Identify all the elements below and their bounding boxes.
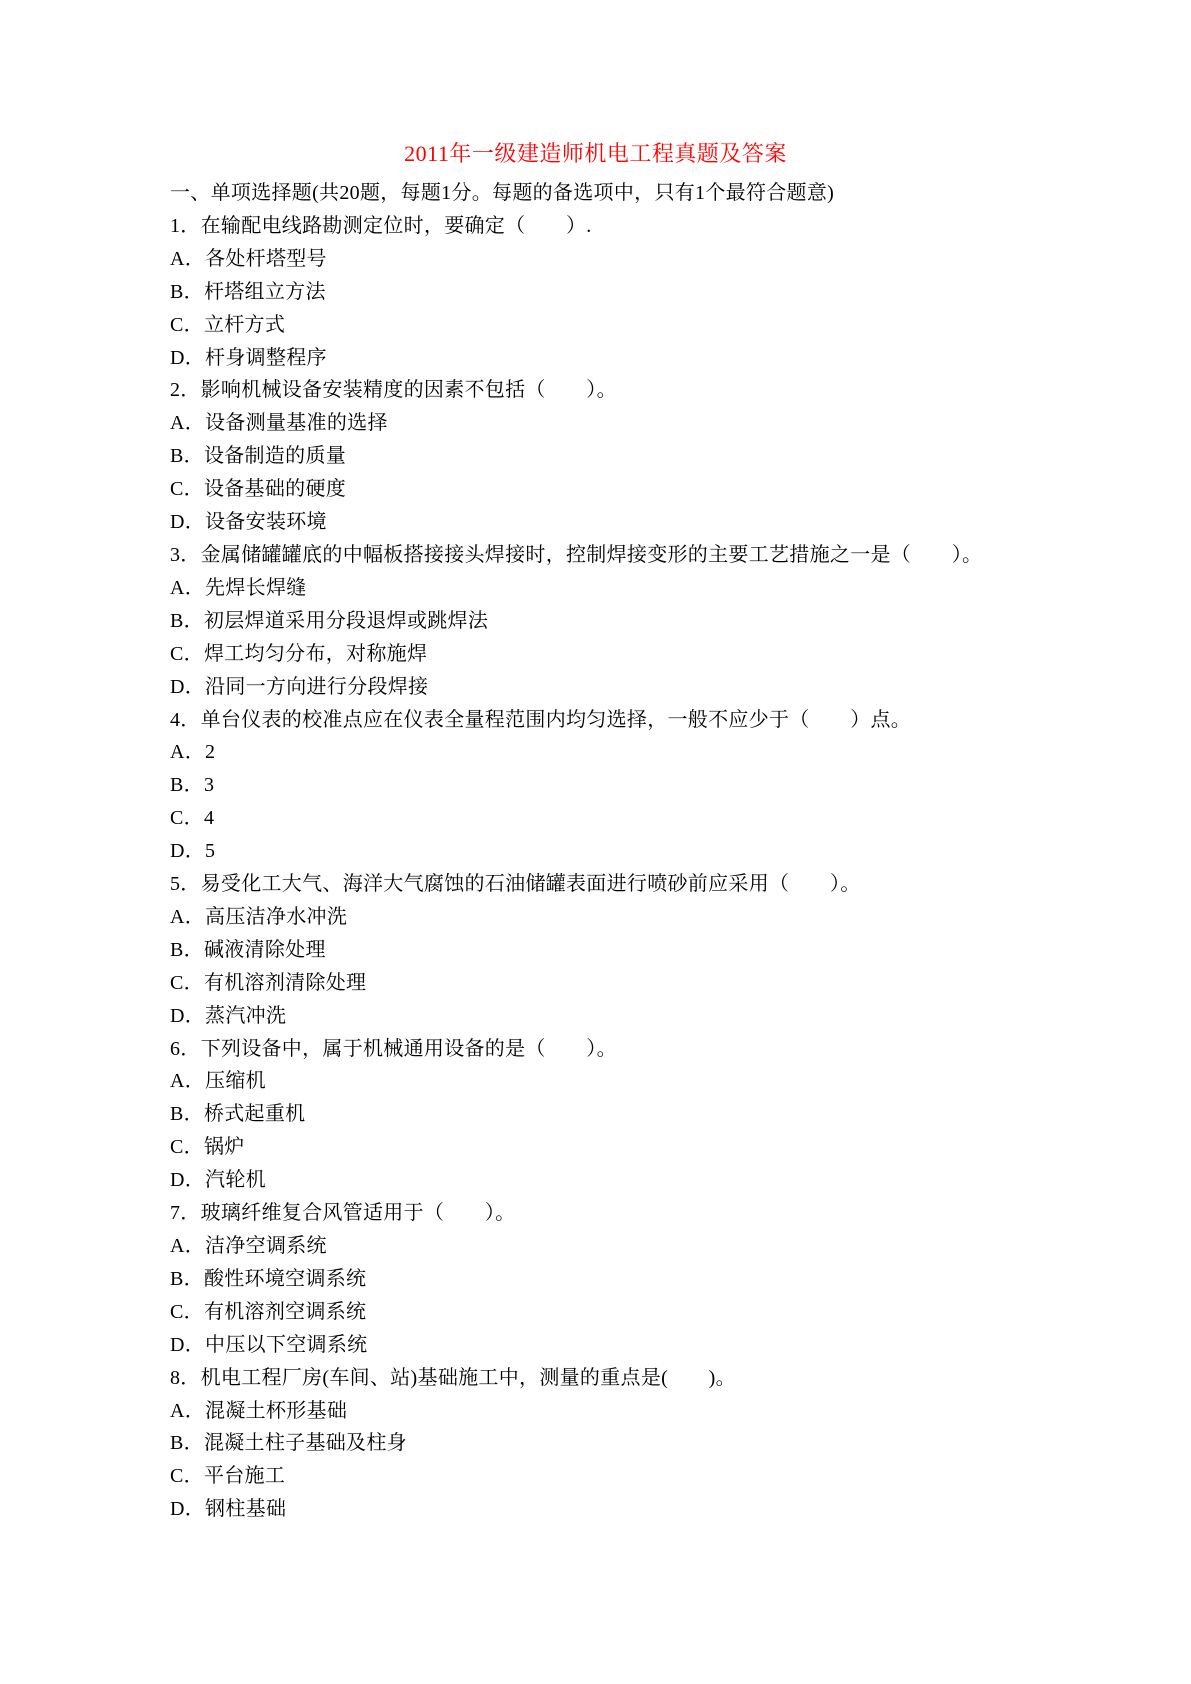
question-text: 1．在输配电线路勘测定位时，要确定（ ）. (170, 214, 592, 237)
option-line: A．2 (170, 741, 216, 764)
option-line: C．锅炉 (170, 1136, 245, 1159)
question-text: 8．机电工程厂房(车间、站)基础施工中，测量的重点是( )。 (170, 1366, 736, 1389)
option-line: C．4 (170, 807, 215, 830)
option-line: D．5 (170, 840, 216, 863)
question-text: 7．玻璃纤维复合风管适用于（ ）。 (170, 1202, 516, 1225)
option-line: B．杆塔组立方法 (170, 280, 326, 303)
question-block-8 (170, 1362, 1131, 1527)
question-text: 3．金属储罐罐底的中幅板搭接接头焊接时，控制焊接变形的主要工艺措施之一是（ ）。 (170, 543, 983, 566)
page-title: 2011年一级建造师机电工程真题及答案 (404, 141, 787, 166)
option-line: B．设备制造的质量 (170, 445, 347, 468)
option-line: B．初层焊道采用分段退焊或跳焊法 (170, 609, 489, 632)
option-line: C．设备基础的硬度 (170, 478, 347, 501)
option-line: A．混凝土杯形基础 (170, 1399, 348, 1422)
question-block-7 (170, 1197, 1131, 1362)
option-line: C．立杆方式 (170, 313, 286, 336)
option-line: A．各处杆塔型号 (170, 247, 327, 270)
option-line: C．焊工均匀分布，对称施焊 (170, 642, 428, 665)
option-line: B．碱液清除处理 (170, 938, 326, 961)
option-line: A．高压洁净水冲洗 (170, 905, 348, 928)
question-block-2 (170, 374, 1131, 539)
question-text: 6．下列设备中，属于机械通用设备的是（ ）。 (170, 1037, 617, 1060)
question-block-3 (170, 539, 1131, 704)
option-line: B．混凝土柱子基础及柱身 (170, 1432, 407, 1455)
option-line: A．洁净空调系统 (170, 1235, 327, 1257)
option-line: D．杆身调整程序 (170, 346, 327, 369)
option-line: B．3 (170, 774, 215, 797)
option-line: C．有机溶剂清除处理 (170, 971, 367, 994)
option-line: D．汽轮机 (170, 1169, 266, 1192)
option-line: A．先焊长焊缝 (170, 576, 307, 599)
option-line: D．钢柱基础 (170, 1498, 287, 1521)
question-text: 2．影响机械设备安装精度的因素不包括（ ）。 (170, 379, 617, 402)
question-block-1 (170, 210, 1131, 375)
option-line: C．平台施工 (170, 1465, 286, 1488)
option-line: D．蒸汽冲洗 (170, 1004, 287, 1027)
option-line: D．沿同一方向进行分段焊接 (170, 675, 429, 698)
option-line: C．有机溶剂空调系统 (170, 1300, 367, 1323)
option-line: B．桥式起重机 (170, 1103, 306, 1126)
question-block-4 (170, 704, 1131, 869)
question-block-5 (170, 868, 1131, 1033)
option-line: A．设备测量基准的选择 (170, 412, 388, 435)
question-text: 4．单台仪表的校准点应在仪表全量程范围内均匀选择，一般不应少于（ ）点。 (170, 708, 912, 731)
option-line: A．压缩机 (170, 1070, 266, 1093)
document-body (170, 177, 1131, 1526)
option-line: B．酸性环境空调系统 (170, 1267, 367, 1290)
option-line: D．中压以下空调系统 (170, 1333, 368, 1356)
option-line: D．设备安装环境 (170, 511, 327, 534)
question-block-6 (170, 1033, 1131, 1198)
question-text: 5．易受化工大气、海洋大气腐蚀的石油储罐表面进行喷砂前应采用（ ）。 (170, 873, 861, 896)
section-header: 一、单项选择题(共20题，每题1分。每题的备选项中，只有1个最符合题意) (170, 182, 835, 204)
